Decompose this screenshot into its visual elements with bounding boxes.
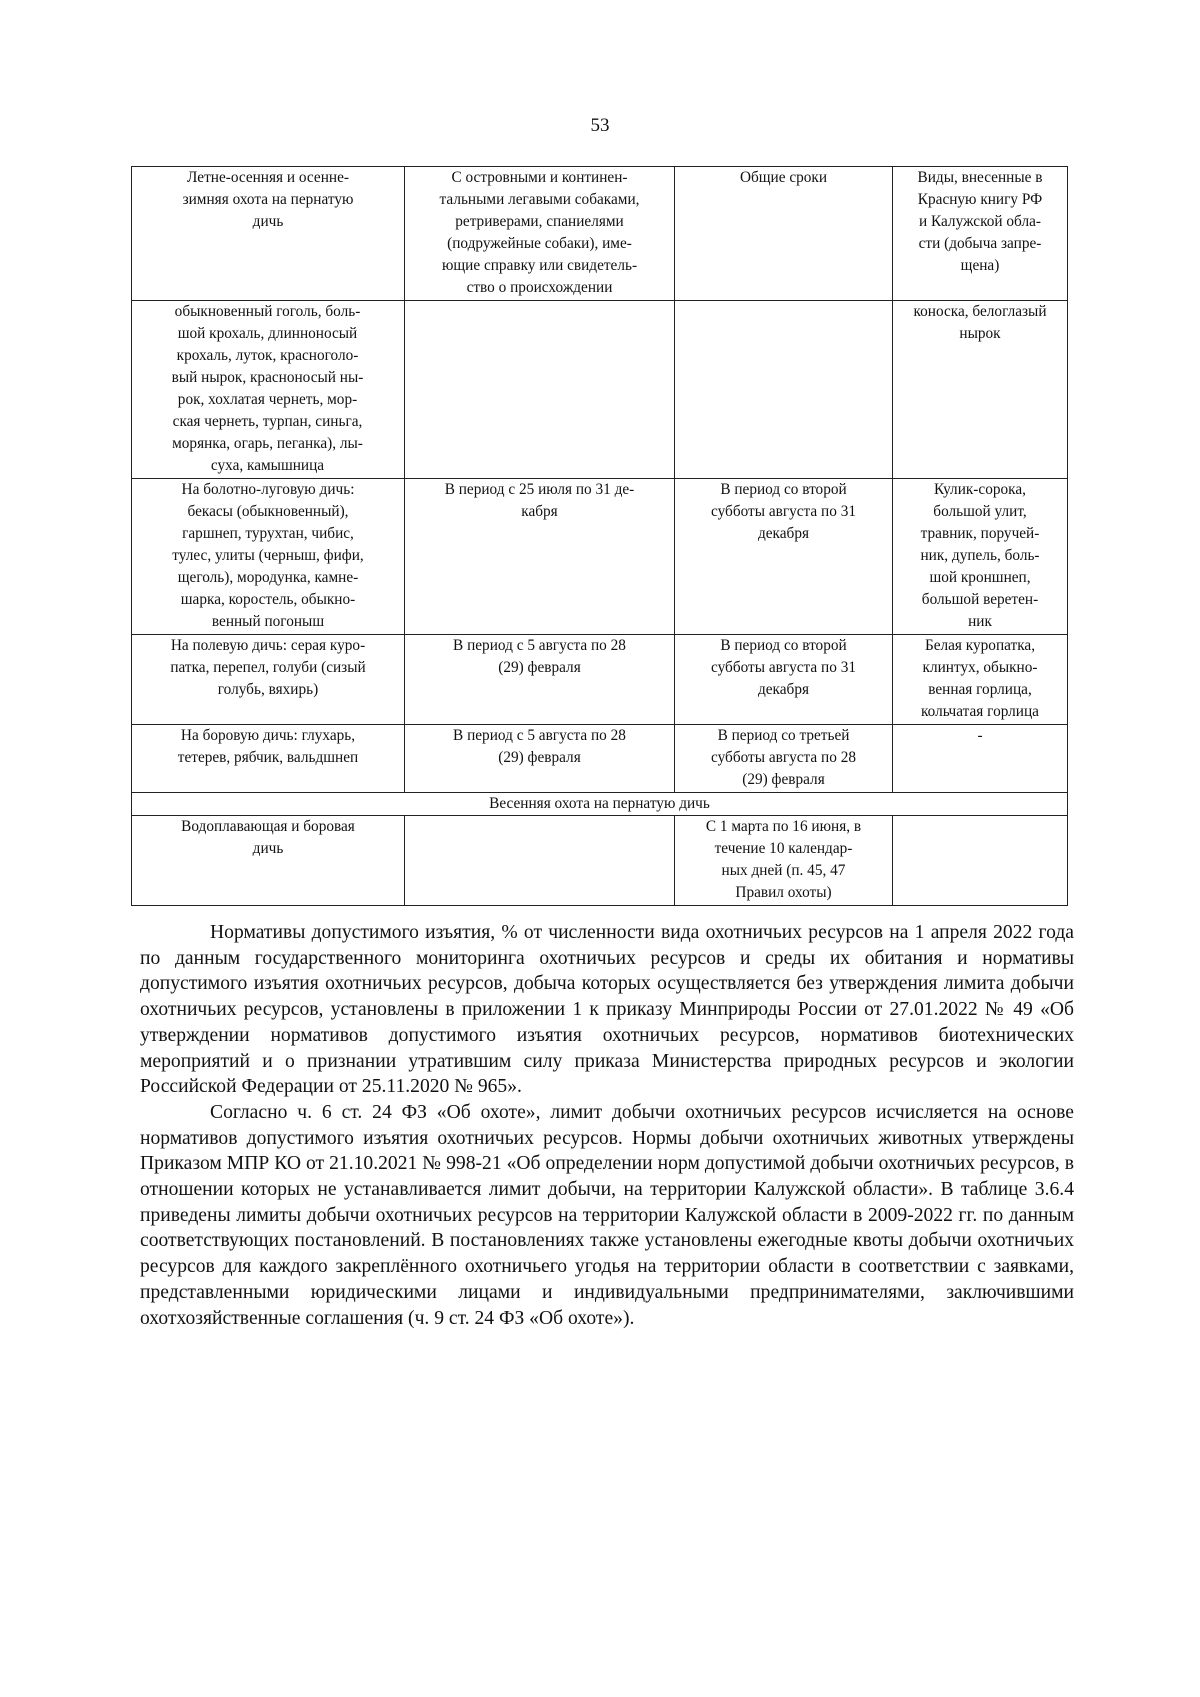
table-cell: На болотно-луговую дичь: бекасы (обыкновенный), гаршнеп, турухтан, чибис, тулес, улиты (черныш, фифи, щеголь), мородунка, камне- шарка, коростель, обыкно- венный погоныш [132,479,405,635]
table-cell: - [893,725,1068,793]
table-cell: На полевую дичь: серая куро- патка, перепел, голуби (сизый голубь, вяхирь) [132,635,405,725]
table-row [132,816,1068,906]
table-cell: коноска, белоглазый нырок [893,301,1068,479]
hunting-seasons-table [131,166,1068,906]
table-cell: Белая куропатка, клинтух, обыкно- венная горлица, кольчатая горлица [893,635,1068,725]
header-cell: Общие сроки [675,167,893,301]
table-cell [405,301,675,479]
table-header-row [132,167,1068,301]
table-cell: В период со второй субботы августа по 31 декабря [675,635,893,725]
table-cell [405,816,675,906]
paragraph: Согласно ч. 6 ст. 24 ФЗ «Об охоте», лимит добычи охотничьих ресурсов исчисляется на основе нормативов допустимого изъятия охотничьих ресурсов. Нормы добычи охотничьих животных утверждены Приказом МПР КО от 21.10.2021 № 998-21 «Об определении норм допустимой добычи охотничьих ресурсов, в отношении которых не устанавливается лимит добычи, на территории Калужской области». В таблице 3.6.4 приведены лимиты добычи охотничьих ресурсов на территории Калужской области в 2009-2022 гг. по данным соответствующих постановлений. В постановлениях также установлены ежегодные квоты добычи охотничьих ресурсов для каждого закреплённого охотничьего угодья на территории области в соответствии с заявками, представленными юридическими лицами и индивидуальными предпринимателями, заключившими охотхозяйственные соглашения (ч. 9 ст. 24 ФЗ «Об охоте»). [140,1101,1074,1329]
table-cell: Кулик-сорока, большой улит, травник, поручей- ник, дупель, боль- шой кроншнеп, большой веретен- ник [893,479,1068,635]
table-cell: В период с 5 августа по 28 (29) февраля [405,725,675,793]
page-number: 53 [590,115,610,136]
paragraph: Нормативы допустимого изъятия, % от численности вида охотничьих ресурсов на 1 апреля 2022 года по данным государственного мониторинга охотничьих ресурсов и среды их обитания и нормативы допустимого изъятия охотничьих ресурсов, добыча которых осуществляется без утверждения лимита добычи охотничьих ресурсов, установлены в приложении 1 к приказу Минприроды России от 27.01.2022 № 49 «Об утверждении нормативов допустимого изъятия охотничьих ресурсов, нормативов биотехнических мероприятий и о признании утратившим силу приказа Министерства природных ресурсов и экологии Российской Федерации от 25.11.2020 № 965». [140,922,1074,1098]
table-cell: На боровую дичь: глухарь, тетерев, рябчик, вальдшнеп [132,725,405,793]
table-cell [893,816,1068,906]
table-row [132,635,1068,725]
table-section-row [132,793,1068,816]
table-row [132,301,1068,479]
table-cell: В период с 25 июля по 31 де- кабря [405,479,675,635]
table-cell: Водоплавающая и боровая дичь [132,816,405,906]
table-cell: В период со второй субботы августа по 31 декабря [675,479,893,635]
header-cell: Летне-осенняя и осенне- зимняя охота на пернатую дичь [132,167,405,301]
table-cell: В период с 5 августа по 28 (29) февраля [405,635,675,725]
section-title: Весенняя охота на пернатую дичь [132,793,1068,816]
header-cell: Виды, внесенные в Красную книгу РФ и Калужской обла- сти (добыча запре- щена) [893,167,1068,301]
table-row [132,725,1068,793]
header-cell: С островными и континен- тальными легавыми собаками, ретриверами, спаниелями (подружейные собаки), име- ющие справку или свидетель- ство о происхождении [405,167,675,301]
table-cell: В период со третьей субботы августа по 28 (29) февраля [675,725,893,793]
table-cell: С 1 марта по 16 июня, в течение 10 календар- ных дней (п. 45, 47 Правил охоты) [675,816,893,906]
table-cell: обыкновенный гоголь, боль- шой крохаль, длинноносый крохаль, луток, красноголо- вый нырок, красноносый ны- рок, хохлатая чернеть, мор- ская чернеть, турпан, синьга, морянка, огарь, пеганка), лы- суха, камышница [132,301,405,479]
table-cell [675,301,893,479]
table-row [132,479,1068,635]
body-text [140,920,1074,1331]
